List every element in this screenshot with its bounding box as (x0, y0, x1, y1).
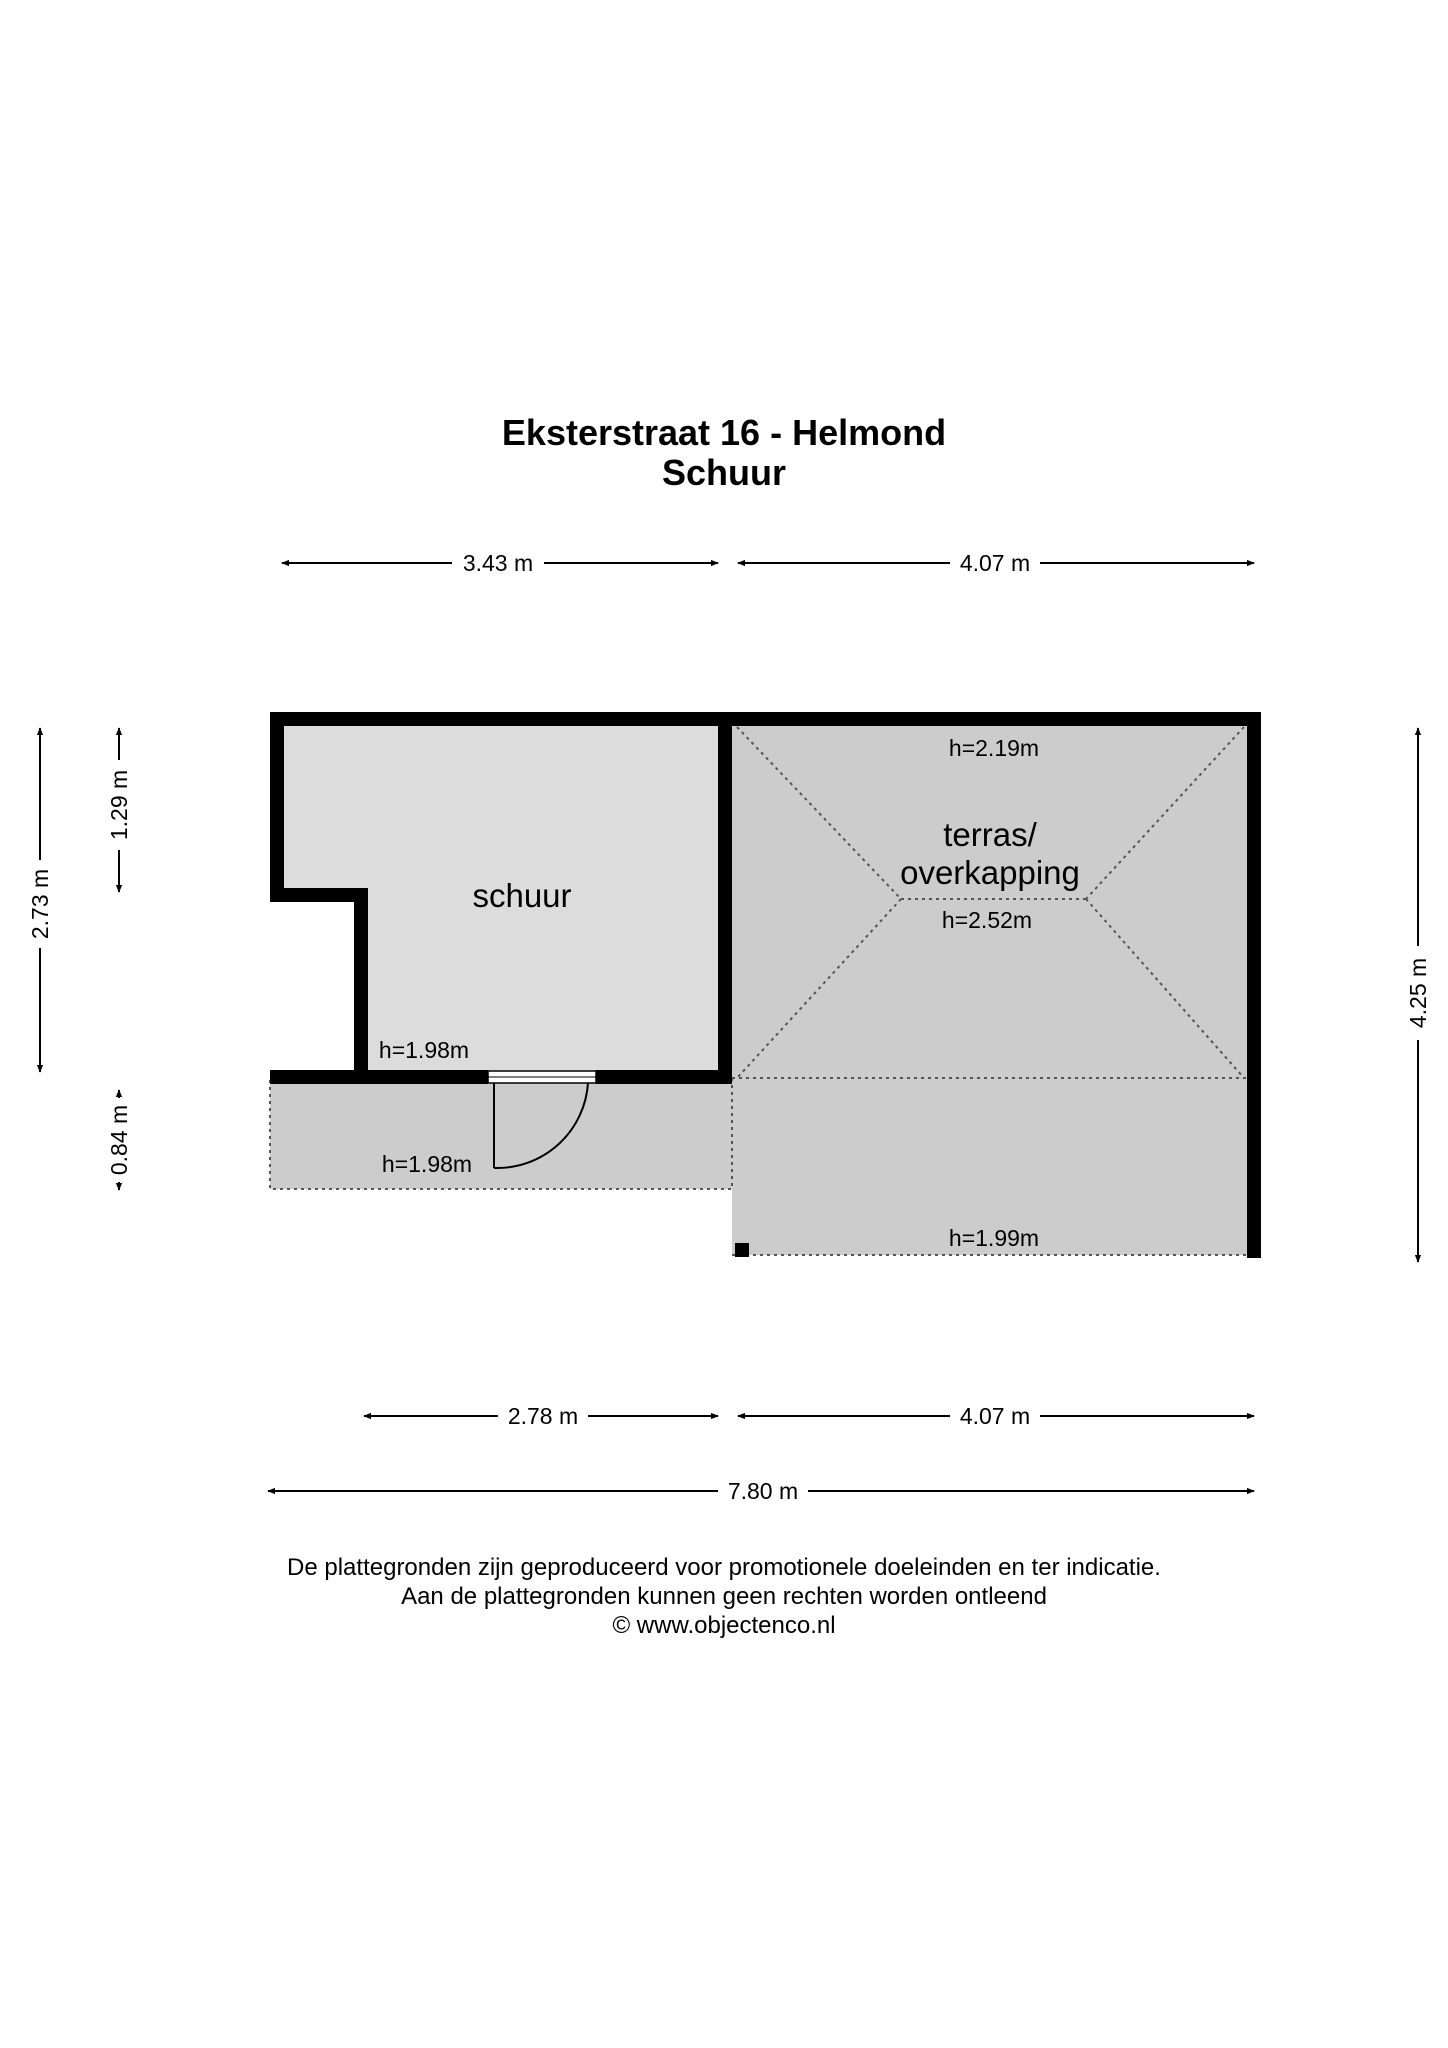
terrace-label-line1: terras/ (943, 816, 1037, 853)
floorplan-address-title: Eksterstraat 16 - Helmond (501, 412, 947, 453)
floorplan-subtitle: Schuur (661, 452, 786, 493)
dim-left-outer-label: 2.73 m (27, 868, 53, 940)
terrace-label-line2: overkapping (900, 854, 1080, 891)
terrace-height-top: h=2.19m (948, 735, 1040, 761)
copyright-link[interactable]: © www.objectenco.nl (612, 1612, 836, 1639)
front-strip-floor (270, 1078, 732, 1189)
terrace-height-ridge: h=2.52m (941, 907, 1033, 933)
dim-total-label: 7.80 m (727, 1478, 799, 1504)
terrace-height-bottom: h=1.99m (948, 1225, 1040, 1251)
dim-top-left-label: 3.43 m (462, 550, 534, 576)
dim-left-lower-label: 0.84 m (106, 1104, 132, 1176)
shed-label: schuur (472, 877, 572, 914)
shed-height-label: h=1.98m (378, 1037, 470, 1063)
dim-bottom-left-label: 2.78 m (507, 1403, 579, 1429)
strip-height-label: h=1.98m (381, 1151, 473, 1177)
dim-top-right-label: 4.07 m (959, 550, 1031, 576)
disclaimer-line-1: De plattegronden zijn geproduceerd voor promotionele doeleinden en ter indicatie. (287, 1554, 1161, 1581)
dim-left-upper-label: 1.29 m (106, 769, 132, 841)
disclaimer-line-2: Aan de plattegronden kunnen geen rechten worden ontleend (401, 1583, 1047, 1610)
dim-bottom-right-label: 4.07 m (959, 1403, 1031, 1429)
dim-right-label: 4.25 m (1405, 957, 1431, 1029)
terrace-floor (732, 722, 1247, 1255)
